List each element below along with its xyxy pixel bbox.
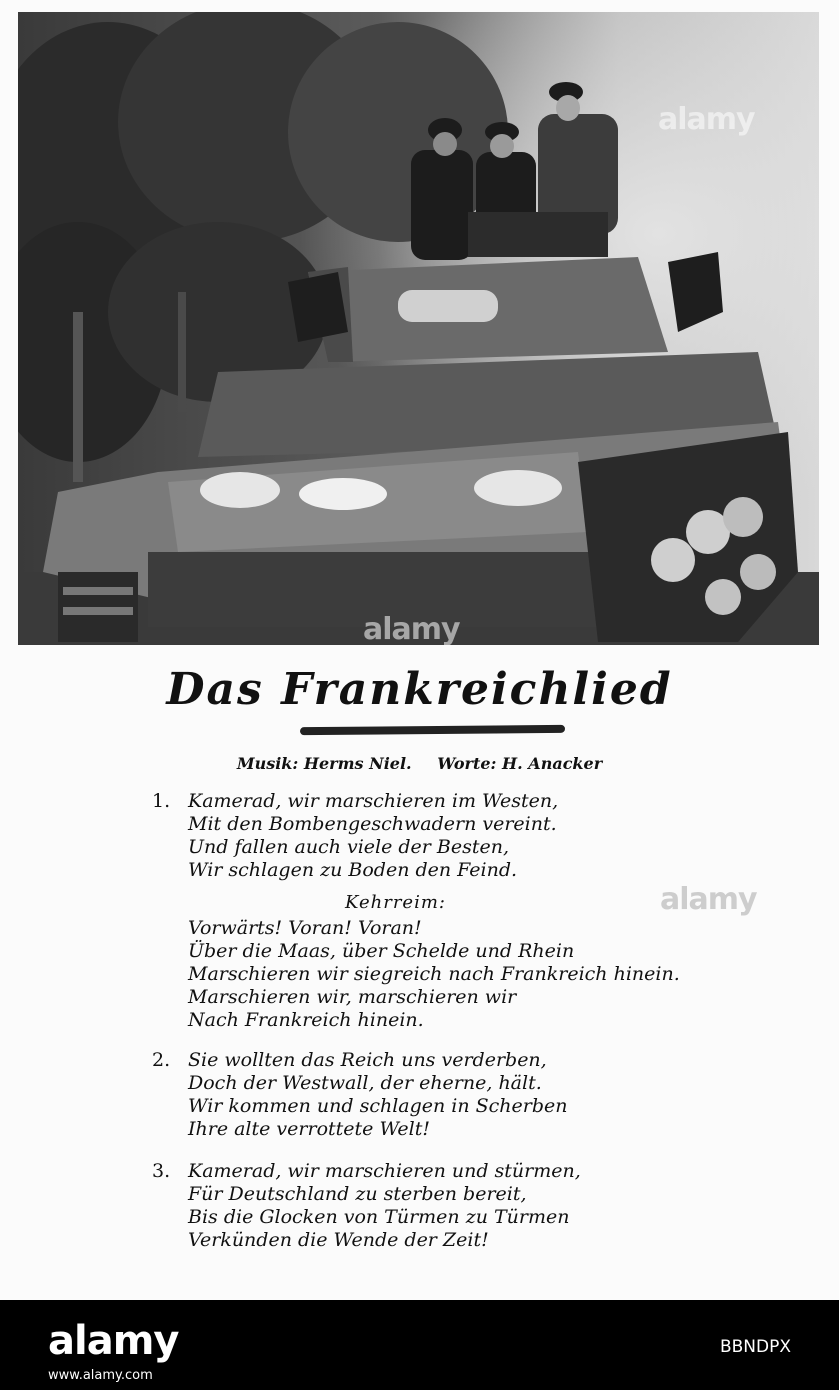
refrain-line: Nach Frankreich hinein. — [188, 1009, 424, 1031]
verse-line: Sie wollten das Reich uns verderben, — [188, 1049, 547, 1071]
lyrics-credit: Worte: H. Anacker — [437, 754, 603, 773]
refrain-line: Vorwärts! Voran! Voran! — [188, 917, 422, 939]
title-underline — [300, 725, 565, 735]
verse-line: Kamerad, wir marschieren im Westen, — [188, 790, 559, 812]
refrain — [152, 917, 680, 1032]
watermark: alamy — [660, 882, 757, 917]
verse-line: Doch der Westwall, der eherne, hält. — [188, 1072, 542, 1094]
verse-number: 3. — [152, 1160, 171, 1182]
refrain-line: Marschieren wir, marschieren wir — [188, 986, 517, 1008]
refrain-line: Über die Maas, über Schelde und Rhein — [188, 940, 575, 962]
song-title: Das Frankreichlied — [166, 664, 673, 715]
watermark: alamy — [658, 102, 755, 137]
alamy-logo: alamy — [48, 1318, 179, 1364]
verse-line: Für Deutschland zu sterben bereit, — [188, 1183, 527, 1205]
verse-line: Wir kommen und schlagen in Scherben — [188, 1095, 568, 1117]
tank-photo — [18, 12, 819, 645]
verse-line: Und fallen auch viele der Besten, — [188, 836, 510, 858]
verse-line: Mit den Bombengeschwadern vereint. — [188, 813, 557, 835]
watermark: alamy — [363, 612, 460, 645]
verse-1 — [152, 790, 558, 882]
credits — [0, 754, 839, 773]
refrain-line: Marschieren wir siegreich nach Frankreich hinein. — [188, 963, 680, 985]
verse-line: Kamerad, wir marschieren und stürmen, — [188, 1160, 581, 1182]
alamy-url: www.alamy.com — [48, 1368, 153, 1383]
verse-3 — [152, 1160, 581, 1252]
music-credit: Musik: Herms Niel. — [236, 754, 412, 773]
verse-number: 2. — [152, 1049, 171, 1071]
image-id: BBNDPX — [719, 1337, 791, 1357]
refrain-label: Kehrreim: — [345, 892, 446, 913]
verse-line: Verkünden die Wende der Zeit! — [188, 1229, 489, 1251]
verse-line: Bis die Glocken von Türmen zu Türmen — [188, 1206, 570, 1228]
verse-line: Wir schlagen zu Boden den Feind. — [188, 859, 518, 881]
verse-2 — [152, 1049, 568, 1141]
verse-number: 1. — [152, 790, 171, 812]
verse-line: Ihre alte verrottete Welt! — [188, 1118, 431, 1140]
